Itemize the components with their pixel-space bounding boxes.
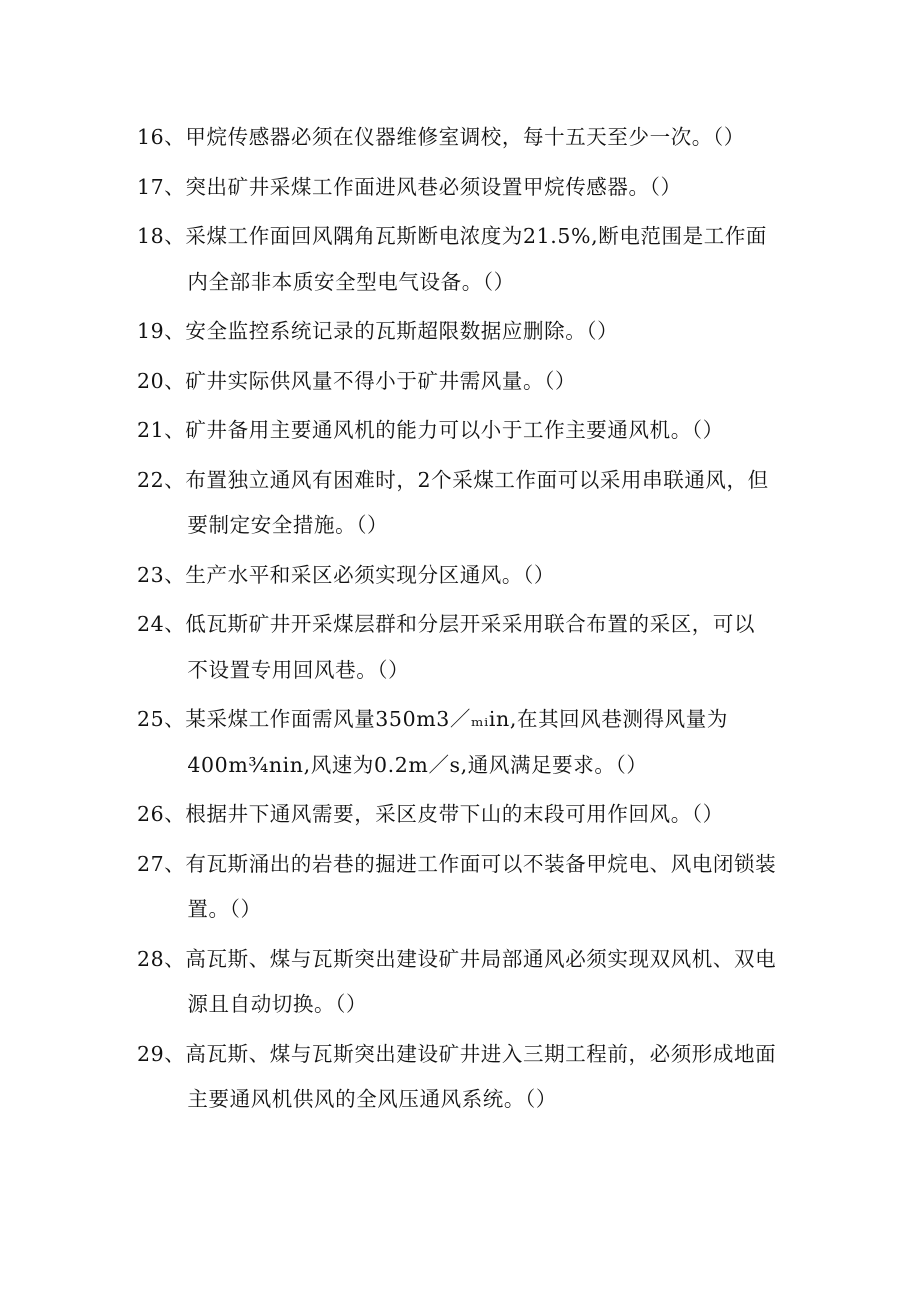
question-item-25 [137, 697, 817, 788]
question-item-18 [137, 214, 817, 305]
question-line-continued: 内全部非本质安全型电气设备。（） [187, 269, 515, 294]
question-line-continued: 置。（） [187, 897, 262, 921]
question-number: 17、 [137, 174, 186, 199]
question-line: 突出矿井采煤工作面进风巷必须设置甲烷传感器。（） [185, 174, 682, 199]
question-item-23 [137, 553, 817, 599]
question-list [137, 115, 817, 1127]
question-line-continued: 400m¾nin,风速为0.2m／s,通风满足要求。（） [187, 752, 648, 777]
question-line: 生产水平和采区必须实现分区通风。（） [185, 562, 555, 587]
question-text [185, 842, 817, 933]
question-text [185, 602, 817, 693]
question-line-continued: 要制定安全措施。（） [187, 513, 389, 537]
question-number: 19、 [137, 319, 186, 343]
question-line: 安全监控系统记录的瓦斯超限数据应删除。（） [185, 319, 619, 343]
question-text [185, 937, 817, 1028]
question-item-17 [137, 165, 817, 211]
question-number: 29、 [137, 1041, 186, 1066]
question-number: 28、 [137, 946, 186, 971]
question-line: 低瓦斯矿井开采煤层群和分层开采采用联合布置的采区，可以 [185, 612, 756, 636]
question-number: 20、 [137, 368, 186, 393]
question-text [185, 214, 817, 305]
question-text [185, 1032, 817, 1123]
question-line-continued: 主要通风机供风的全风压通风系统。（） [187, 1087, 557, 1111]
question-item-20 [137, 359, 817, 405]
question-text [185, 408, 817, 454]
question-text [185, 553, 817, 599]
question-item-29 [137, 1032, 817, 1123]
question-item-19 [137, 309, 817, 355]
question-number: 27、 [137, 851, 186, 876]
question-item-16 [137, 115, 817, 161]
question-line-continued: 源且自动切换。（） [187, 992, 368, 1016]
question-line: 有瓦斯涌出的岩巷的掘进工作面可以不装备甲烷电、风电闭锁装 [185, 851, 777, 876]
question-text [185, 359, 817, 405]
question-line: 某采煤工作面需风量350m3／ₘᵢin,在其回风巷测得风量为 [185, 707, 728, 731]
question-line: 矿井备用主要通风机的能力可以小于工作主要通风机。（） [185, 418, 724, 442]
question-number: 26、 [137, 802, 186, 826]
question-number: 18、 [137, 224, 186, 248]
question-text [185, 792, 817, 838]
question-number: 21、 [137, 418, 186, 442]
question-line: 根据井下通风需要，采区皮带下山的末段可用作回风。（） [185, 802, 724, 826]
question-item-22 [137, 458, 817, 549]
question-text [185, 458, 817, 549]
question-item-27 [137, 842, 817, 933]
question-text [185, 115, 817, 161]
question-number: 22、 [137, 467, 186, 492]
question-line: 布置独立通风有困难时，2个采煤工作面可以采用串联通风，但 [185, 467, 769, 492]
question-item-21 [137, 408, 817, 454]
question-line: 高瓦斯、煤与瓦斯突出建设矿井局部通风必须实现双风机、双电 [185, 946, 777, 971]
question-text [185, 309, 817, 355]
question-number: 25、 [137, 707, 186, 731]
question-item-26 [137, 792, 817, 838]
question-item-24 [137, 602, 817, 693]
question-text [185, 697, 817, 788]
question-line-continued: 不设置专用回风巷。（） [187, 657, 410, 682]
question-number: 23、 [137, 562, 186, 587]
question-item-28 [137, 937, 817, 1028]
question-line: 矿井实际供风量不得小于矿井需风量。（） [185, 368, 577, 393]
question-line: 采煤工作面回风隅角瓦斯断电浓度为21.5%,断电范围是工作面 [185, 224, 768, 248]
question-number: 24、 [137, 612, 186, 636]
question-line: 甲烷传感器必须在仪器维修室调校，每十五天至少一次。（） [185, 125, 745, 149]
question-line: 高瓦斯、煤与瓦斯突出建设矿井进入三期工程前，必须形成地面 [185, 1041, 777, 1066]
question-text [185, 165, 817, 211]
question-number: 16、 [137, 125, 186, 149]
